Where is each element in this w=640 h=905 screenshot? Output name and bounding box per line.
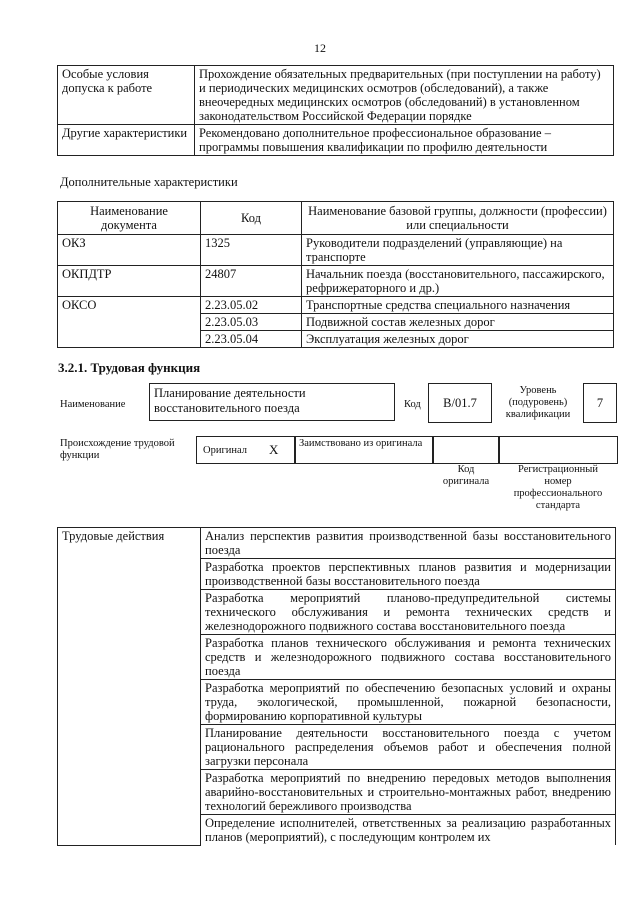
original-label: Оригинал [203, 445, 247, 456]
name-cell: Руководители подразделений (управляющие) на транспорте [302, 235, 614, 266]
section-title: 3.2.1. Трудовая функция [58, 360, 201, 375]
action-item: Планирование деятельности восстановительного поезда с учетом рационального распределения объемов работ и обеспечения полной загрузки персонала [201, 725, 616, 770]
table-row [58, 66, 614, 125]
column-header: Код [201, 202, 302, 235]
name-cell: Эксплуатация железных дорог [302, 331, 614, 348]
action-item: Разработка мероприятий по внедрению передовых методов выполнения аварийно-восстановительных и строительно-монтажных работ, внедрению технологий бережливого производства [201, 770, 616, 815]
table-row [58, 297, 614, 314]
classifiers-table [57, 201, 614, 348]
name-cell: Подвижной состав железных дорог [302, 314, 614, 331]
original-mark: X [269, 442, 279, 457]
original-cell [196, 436, 296, 464]
level-box: 7 [583, 383, 617, 423]
action-item: Разработка мероприятий планово-предупредительной системы технического обслуживания и ремонта технических средств и железнодорожного подвижного состава восстановительного поезда [201, 590, 616, 635]
name-label: Наименование [60, 399, 126, 410]
table-row [58, 266, 614, 297]
column-header: Наименование базовой группы, должности (профессии) или специальности [302, 202, 614, 235]
origin-label: Происхождение трудовой функции [60, 438, 175, 461]
code-original-label: Код оригинала [442, 464, 490, 487]
code-cell: 1325 [201, 235, 302, 266]
action-item: Разработка планов технического обслуживания и ремонта технических средств и железнодорожного подвижного состава восстановительного поезда [201, 635, 616, 680]
action-item: Анализ перспектив развития производственной базы восстановительного поезда [201, 528, 616, 559]
doc-cell: ОКПДТР [58, 266, 201, 297]
actions-label: Трудовые действия [58, 528, 201, 846]
function-code-box: B/01.7 [428, 383, 492, 423]
action-item: Разработка мероприятий по обеспечению безопасных условий и охраны труда, экологической, промышленной, пожарной безопасности, формированию корпоративной культуры [201, 680, 616, 725]
condition-label: Особые условия допуска к работе [58, 66, 195, 125]
condition-value: Прохождение обязательных предварительных (при поступлении на работу) и периодических медицинских осмотров (обследований), а также внеочередных медицинских осмотров (обследований) в установленном законодательством Российской Федерации порядке [195, 66, 614, 125]
function-name-box: Планирование деятельности восстановительного поезда [149, 383, 395, 421]
level-label: Уровень (подуровень) квалификации [505, 385, 571, 420]
code-cell: 2.23.05.02 [201, 297, 302, 314]
name-cell: Транспортные средства специального назначения [302, 297, 614, 314]
borrowed-cell [294, 436, 434, 464]
additional-heading: Дополнительные характеристики [60, 175, 238, 189]
code-cell: 2.23.05.04 [201, 331, 302, 348]
borrowed-label: Заимствовано из оригинала [299, 438, 423, 449]
doc-cell: ОКЗ [58, 235, 201, 266]
table-row [58, 528, 616, 559]
code-cell: 24807 [201, 266, 302, 297]
doc-cell: ОКСО [58, 297, 201, 348]
page-number: 12 [314, 41, 326, 55]
column-header: Наименование документа [58, 202, 201, 235]
reg-number-label: Регистрационный номер профессионального стандарта [513, 464, 603, 511]
action-item: Разработка проектов перспективных планов развития и модернизации производственной базы восстановительного поезда [201, 559, 616, 590]
labor-actions-table [57, 527, 616, 846]
name-cell: Начальник поезда (восстановительного, пассажирского, рефрижераторного и др.) [302, 266, 614, 297]
condition-value: Рекомендовано дополнительное профессиональное образование – программы повышения квалификации по профилю деятельности [195, 125, 614, 156]
table-row [58, 125, 614, 156]
action-item: Определение исполнителей, ответственных за реализацию разработанных планов (мероприятий), с последующим контролем их [201, 815, 616, 846]
code-original-cell [432, 436, 500, 464]
reg-number-cell [498, 436, 618, 464]
condition-label: Другие характеристики [58, 125, 195, 156]
table-header-row [58, 202, 614, 235]
table-row [58, 235, 614, 266]
conditions-table [57, 65, 614, 156]
code-cell: 2.23.05.03 [201, 314, 302, 331]
code-label: Код [404, 399, 421, 410]
